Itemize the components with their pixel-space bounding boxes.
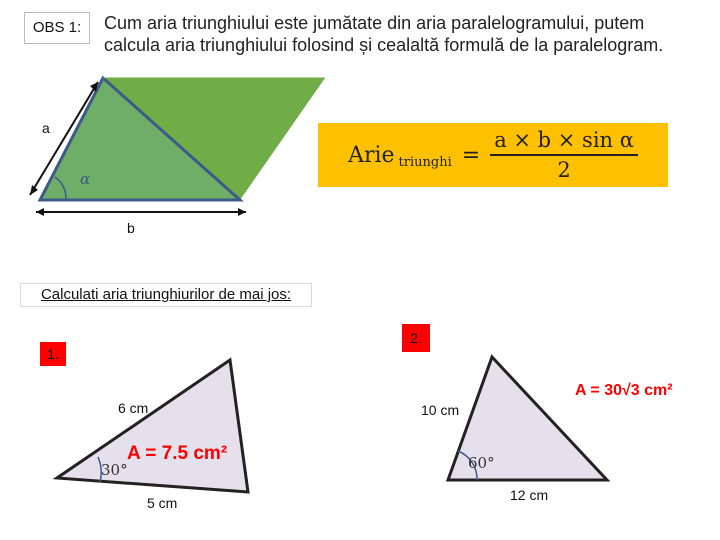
triangle-1-side-label-1: 6 cm <box>118 400 149 416</box>
formula-numerator: a × b × sin α <box>490 126 638 156</box>
triangle-2-side-label-2: 12 cm <box>510 487 549 503</box>
formula-denominator: 2 <box>557 158 571 182</box>
problem-1-badge: 1. <box>40 342 66 366</box>
task-heading: Calculati aria triunghiurilor de mai jos: <box>20 283 312 307</box>
side-b-label: b <box>127 220 135 236</box>
alpha-label: α <box>80 170 91 188</box>
triangle-1-side-label-2: 5 cm <box>147 495 178 511</box>
formula-lhs: Arie <box>348 142 395 168</box>
triangle-2-result: A = 30√3 cm² <box>575 382 673 399</box>
obs-label: OBS 1: <box>24 12 90 44</box>
triangle-2-angle-label: 60° <box>468 454 495 472</box>
triangle-2-side-label-1: 10 cm <box>421 402 460 418</box>
problem-2-badge: 2. <box>402 324 430 352</box>
triangle-1-result: A = 7.5 cm² <box>127 443 228 464</box>
formula-subscript: triunghi <box>398 154 452 170</box>
obs-text: Cum aria triunghiului este jumătate din aria paralelogramului, putem calcula aria triunghiului folosind și cealaltă formulă de la paralelogram. <box>104 13 664 55</box>
triangle-1-angle-label: 30° <box>101 461 128 479</box>
formula-equals: = <box>461 142 481 168</box>
side-a-label: a <box>42 120 50 136</box>
